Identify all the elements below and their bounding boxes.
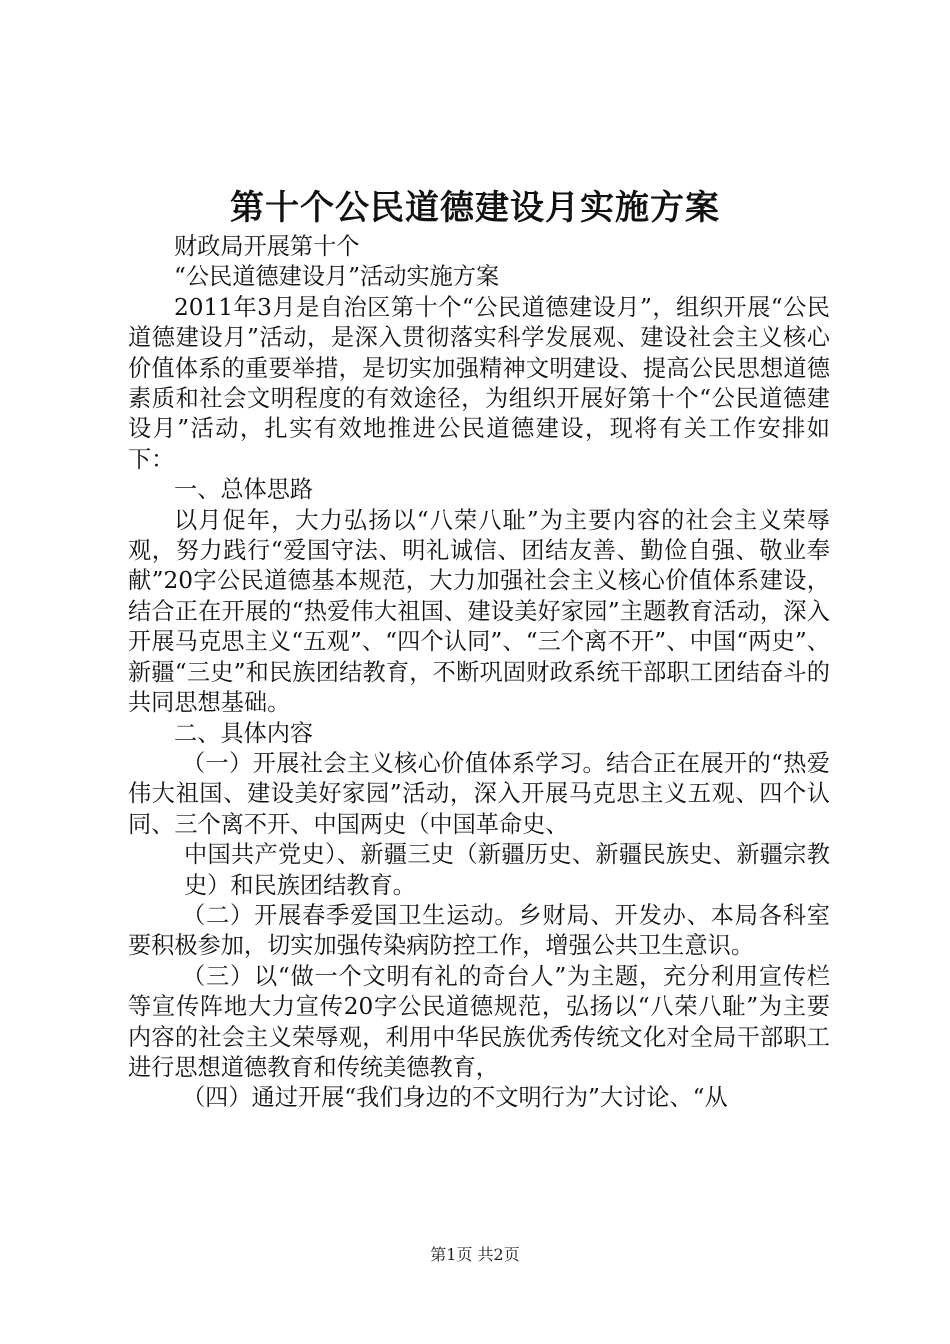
item-4-paragraph: （四）通过开展“我们身边的不文明行为”大讨论、“从 <box>182 1084 728 1112</box>
section-heading-1: 一、总体思路 <box>174 476 314 504</box>
document-body <box>128 232 830 1114</box>
section-1-paragraph: 以月促年，大力弘扬以“八荣八耻”为主要内容的社会主义荣辱观，努力践行“爱国守法、明礼诚信、团结友善、勤俭自强、敬业奉献”20字公民道德基本规范，大力加强社会主义核心价值体系建设，结合正在开展的“热爱伟大祖国、建设美好家园”主题教育活动，深入开展马克思主义“五观”、“四个认同”、“三个离不开”、中国“两史”、新疆“三史”和民族团结教育，不断巩固财政系统干部职工团结奋斗的共同思想基础。 <box>128 506 830 717</box>
subheading-line-1: 财政局开展第十个 <box>174 233 360 260</box>
subheading-line-2: “公民道德建设月”活动实施方案 <box>174 263 500 291</box>
document-title: 第十个公民道德建设月实施方案 <box>230 188 720 228</box>
item-3-paragraph: （三）以“做一个文明有礼的奇台人”为主题，充分利用宣传栏等宣传阵地大力宣传20字公民道德规范，弘扬以“八荣八耻”为主要内容的社会主义荣辱观，利用中华民族优秀传统文化对全局干部职工进行思想道德教育和传统美德教育， <box>128 962 830 1081</box>
page-footer: 第1页 共2页 <box>430 1245 520 1264</box>
item-1-paragraph: （一）开展社会主义核心价值体系学习。结合正在展开的“热爱伟大祖国、建设美好家园”活动，深入开展马克思主义五观、四个认同、三个离不开、中国两史（中国革命史、 <box>128 749 830 838</box>
intro-paragraph: 2011年3月是自治区第十个“公民道德建设月”，组织开展“公民道德建设月”活动，是深入贯彻落实科学发展观、建设社会主义核心价值体系的重要举措，是切实加强精神文明建设、提高公民思想道德素质和社会文明程度的有效途径，为组织开展好第十个“公民道德建设月”活动，扎实有效地推进公民道德建设，现将有关工作安排如下： <box>128 293 830 473</box>
item-2-paragraph: （二）开展春季爱国卫生运动。乡财局、开发办、本局各科室要积极参加，切实加强传染病防控工作，增强公共卫生意识。 <box>128 901 830 960</box>
section-heading-2: 二、具体内容 <box>174 719 314 747</box>
item-1-continuation: 中国共产党史）、新疆三史（新疆历史、新疆民族史、新疆宗教史）和民族团结教育。 <box>184 841 830 899</box>
